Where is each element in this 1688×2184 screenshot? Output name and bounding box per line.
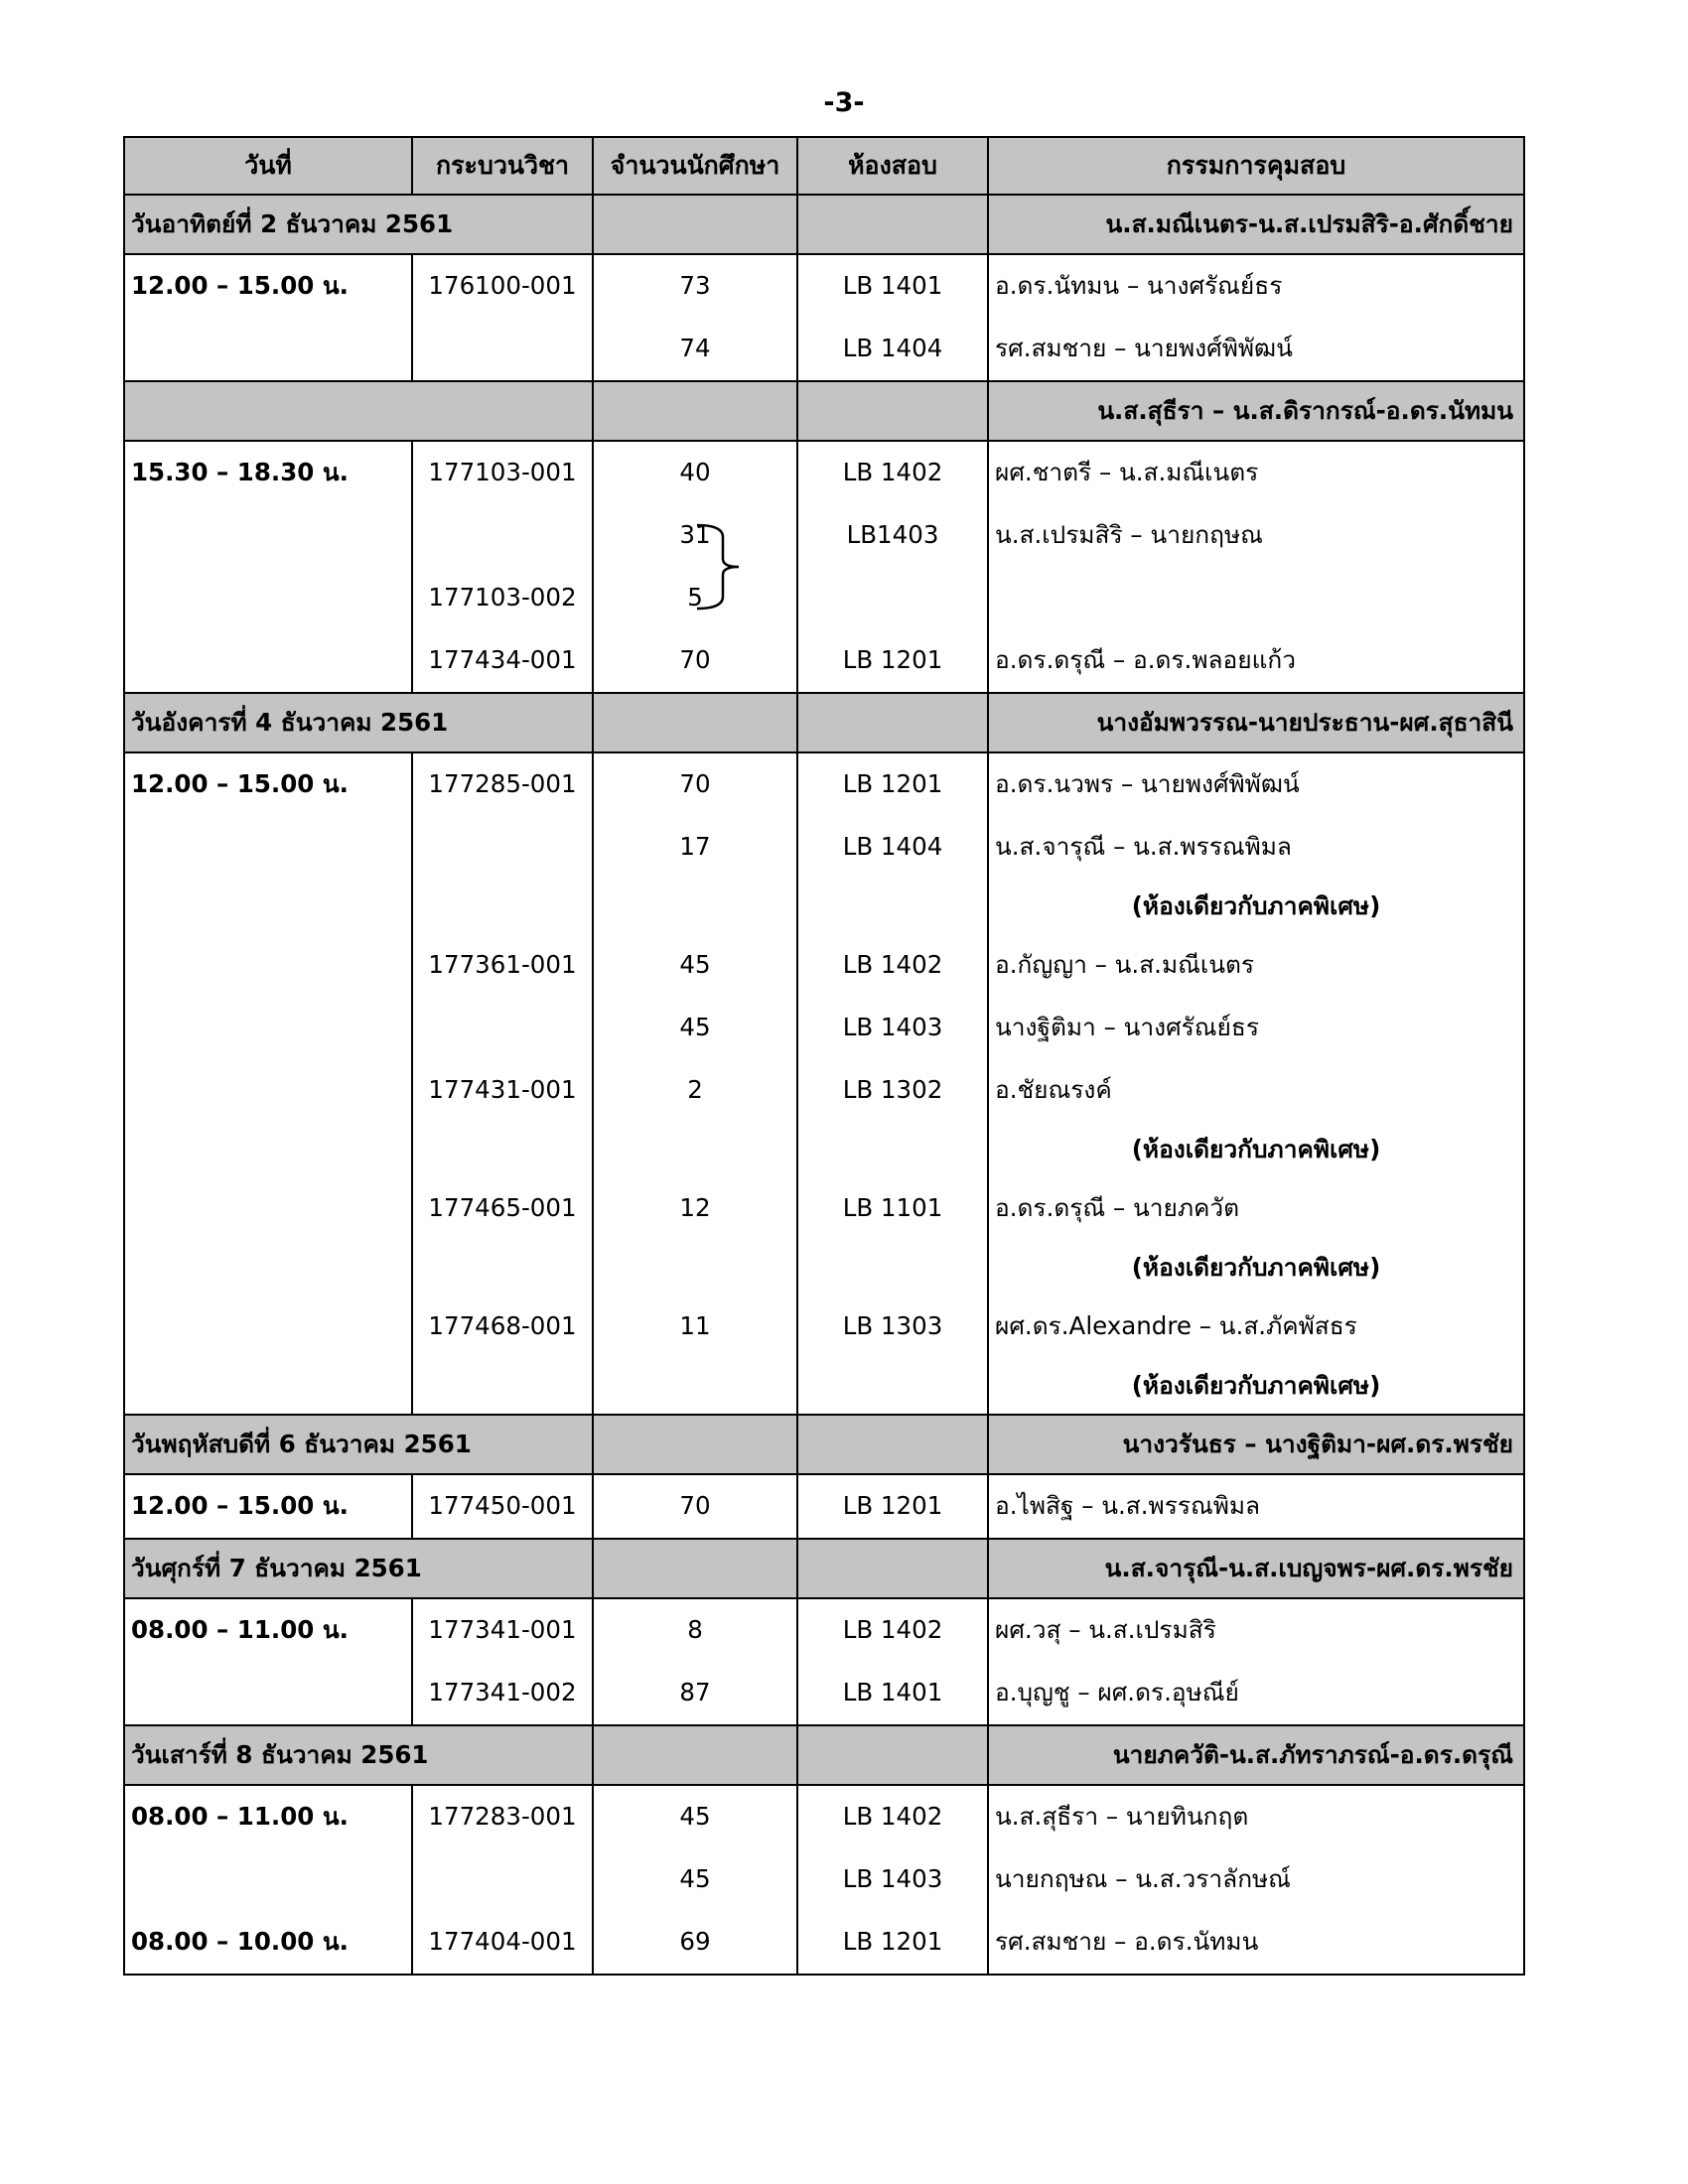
exam-room: LB 1401	[797, 1662, 988, 1725]
header-date: วันที่	[124, 137, 412, 195]
table-row	[124, 504, 1524, 567]
course-code	[412, 1122, 593, 1177]
table-row	[124, 1358, 1524, 1415]
exam-room: LB 1201	[797, 752, 988, 816]
table-row	[124, 1662, 1524, 1725]
table-row	[124, 1474, 1524, 1539]
day-title	[124, 381, 593, 441]
table-row	[124, 1177, 1524, 1240]
course-code: 177103-001	[412, 441, 593, 504]
day-title: วันอาทิตย์ที่ 2 ธันวาคม 2561	[124, 195, 593, 254]
exam-room: LB 1201	[797, 1911, 988, 1975]
day-committee: นายภควัติ-น.ส.ภัทราภรณ์-อ.ดร.ดรุณี	[988, 1725, 1524, 1785]
proctor-names: นายกฤษณ – น.ส.วราลักษณ์	[988, 1848, 1524, 1911]
day-header-row	[124, 381, 1524, 441]
room-note: (ห้องเดียวกับภาคพิเศษ)	[988, 1240, 1524, 1296]
exam-time: 15.30 – 18.30 น.	[124, 441, 412, 504]
student-count	[593, 1240, 797, 1296]
exam-time	[124, 816, 412, 879]
exam-room: LB 1403	[797, 997, 988, 1059]
student-count: 12	[593, 1177, 797, 1240]
exam-room: LB 1402	[797, 934, 988, 997]
student-count: 69	[593, 1911, 797, 1975]
table-row	[124, 879, 1524, 934]
course-code: 177103-002	[412, 567, 593, 629]
exam-room: LB 1101	[797, 1177, 988, 1240]
course-code: 177465-001	[412, 1177, 593, 1240]
course-code: 177341-002	[412, 1662, 593, 1725]
day-title: วันพฤหัสบดีที่ 6 ธันวาคม 2561	[124, 1415, 593, 1474]
course-code: 177404-001	[412, 1911, 593, 1975]
day-header-empty	[593, 1415, 797, 1474]
day-committee: น.ส.มณีเนตร-น.ส.เปรมสิริ-อ.ศักดิ์ชาย	[988, 195, 1524, 254]
proctor-names: ผศ.ดร.Alexandre – น.ส.ภัคพัสธร	[988, 1296, 1524, 1358]
day-title: วันอังคารที่ 4 ธันวาคม 2561	[124, 693, 593, 752]
proctor-names: ผศ.ชาตรี – น.ส.มณีเนตร	[988, 441, 1524, 504]
table-row	[124, 934, 1524, 997]
header-course: กระบวนวิชา	[412, 137, 593, 195]
day-header-empty	[593, 381, 797, 441]
student-count: 40	[593, 441, 797, 504]
exam-time	[124, 1848, 412, 1911]
proctor-names: นางฐิติมา – นางศรัณย์ธร	[988, 997, 1524, 1059]
day-title: วันเสาร์ที่ 8 ธันวาคม 2561	[124, 1725, 593, 1785]
proctor-names: รศ.สมชาย – นายพงศ์พิพัฒน์	[988, 318, 1524, 381]
exam-room: LB 1302	[797, 1059, 988, 1122]
exam-room: LB 1404	[797, 318, 988, 381]
course-code	[412, 1240, 593, 1296]
proctor-names: อ.ชัยณรงค์	[988, 1059, 1524, 1122]
student-count: 45	[593, 934, 797, 997]
course-code	[412, 879, 593, 934]
exam-time	[124, 1296, 412, 1358]
student-count: 45	[593, 997, 797, 1059]
student-count: 11	[593, 1296, 797, 1358]
student-count: 70	[593, 752, 797, 816]
table-row	[124, 254, 1524, 318]
exam-room	[797, 879, 988, 934]
brace-bracket-icon	[695, 521, 774, 613]
exam-time: 08.00 – 10.00 น.	[124, 1911, 412, 1975]
day-header-row	[124, 1725, 1524, 1785]
course-code: 177468-001	[412, 1296, 593, 1358]
table-row	[124, 1848, 1524, 1911]
student-count	[593, 879, 797, 934]
exam-schedule-table	[123, 136, 1525, 1976]
proctor-names: อ.ดร.ดรุณี – นายภควัต	[988, 1177, 1524, 1240]
student-count: 70	[593, 1474, 797, 1539]
table-row	[124, 1911, 1524, 1975]
student-count: 31	[593, 504, 797, 567]
exam-time	[124, 1059, 412, 1122]
course-code: 177431-001	[412, 1059, 593, 1122]
page-number: -3-	[823, 87, 865, 118]
exam-room: LB 1404	[797, 816, 988, 879]
student-count: 45	[593, 1785, 797, 1848]
exam-time	[124, 879, 412, 934]
day-header-empty	[593, 693, 797, 752]
exam-time	[124, 1358, 412, 1415]
table-row	[124, 1296, 1524, 1358]
exam-room: LB 1402	[797, 1598, 988, 1662]
table-row	[124, 567, 1524, 629]
student-count: 87	[593, 1662, 797, 1725]
exam-time	[124, 567, 412, 629]
proctor-names: น.ส.สุธีรา – นายทินกฤต	[988, 1785, 1524, 1848]
proctor-names: อ.ดร.นวพร – นายพงศ์พิพัฒน์	[988, 752, 1524, 816]
exam-room: LB 1402	[797, 441, 988, 504]
exam-room: LB 1201	[797, 629, 988, 693]
day-header-empty	[797, 195, 988, 254]
student-count	[593, 1358, 797, 1415]
course-code: 177341-001	[412, 1598, 593, 1662]
course-code	[412, 997, 593, 1059]
table-row	[124, 441, 1524, 504]
day-header-row	[124, 1539, 1524, 1598]
exam-time	[124, 1122, 412, 1177]
table-row	[124, 1598, 1524, 1662]
exam-time: 12.00 – 15.00 น.	[124, 254, 412, 318]
student-count: 8	[593, 1598, 797, 1662]
exam-time	[124, 504, 412, 567]
course-code: 177283-001	[412, 1785, 593, 1848]
exam-room: LB 1402	[797, 1785, 988, 1848]
exam-room	[797, 567, 988, 629]
table-row	[124, 318, 1524, 381]
student-count: 45	[593, 1848, 797, 1911]
day-header-empty	[797, 1539, 988, 1598]
room-note: (ห้องเดียวกับภาคพิเศษ)	[988, 1358, 1524, 1415]
room-note: (ห้องเดียวกับภาคพิเศษ)	[988, 1122, 1524, 1177]
exam-time	[124, 997, 412, 1059]
exam-time: 08.00 – 11.00 น.	[124, 1785, 412, 1848]
course-code	[412, 318, 593, 381]
student-count: 70	[593, 629, 797, 693]
student-count: 5	[593, 567, 797, 629]
exam-room	[797, 1358, 988, 1415]
table-row	[124, 629, 1524, 693]
proctor-names: อ.ดร.นัทมน – นางศรัณย์ธร	[988, 254, 1524, 318]
header-proctors: กรรมการคุมสอบ	[988, 137, 1524, 195]
exam-room: LB 1401	[797, 254, 988, 318]
day-header-row	[124, 693, 1524, 752]
course-code: 177434-001	[412, 629, 593, 693]
day-header-empty	[797, 693, 988, 752]
exam-time	[124, 1177, 412, 1240]
course-code	[412, 1848, 593, 1911]
student-count: 17	[593, 816, 797, 879]
table-row	[124, 1785, 1524, 1848]
course-code: 176100-001	[412, 254, 593, 318]
table-row	[124, 816, 1524, 879]
header-students: จำนวนนักศึกษา	[593, 137, 797, 195]
proctor-names: น.ส.เปรมสิริ – นายกฤษณ	[988, 504, 1524, 567]
day-header-empty	[797, 381, 988, 441]
day-header-empty	[797, 1415, 988, 1474]
proctor-names: อ.บุญชู – ผศ.ดร.อุษณีย์	[988, 1662, 1524, 1725]
course-code: 177361-001	[412, 934, 593, 997]
exam-room: LB 1201	[797, 1474, 988, 1539]
proctor-names: ผศ.วสุ – น.ส.เปรมสิริ	[988, 1598, 1524, 1662]
exam-room: LB1403	[797, 504, 988, 567]
course-code: 177450-001	[412, 1474, 593, 1539]
table-row	[124, 752, 1524, 816]
day-header-row	[124, 195, 1524, 254]
header-room: ห้องสอบ	[797, 137, 988, 195]
exam-time	[124, 934, 412, 997]
course-code	[412, 816, 593, 879]
exam-room: LB 1403	[797, 1848, 988, 1911]
exam-room	[797, 1240, 988, 1296]
day-header-empty	[593, 195, 797, 254]
header-row	[124, 137, 1524, 195]
table-row	[124, 1059, 1524, 1122]
day-header-empty	[797, 1725, 988, 1785]
student-count: 74	[593, 318, 797, 381]
exam-time	[124, 629, 412, 693]
course-code: 177285-001	[412, 752, 593, 816]
proctor-names: อ.ดร.ดรุณี – อ.ดร.พลอยแก้ว	[988, 629, 1524, 693]
exam-time	[124, 318, 412, 381]
student-count: 2	[593, 1059, 797, 1122]
exam-room: LB 1303	[797, 1296, 988, 1358]
day-committee: นางอัมพวรรณ-นายประธาน-ผศ.สุธาสินี	[988, 693, 1524, 752]
schedule-body	[124, 195, 1524, 1975]
day-committee: น.ส.จารุณี-น.ส.เบญจพร-ผศ.ดร.พรชัย	[988, 1539, 1524, 1598]
room-note: (ห้องเดียวกับภาคพิเศษ)	[988, 879, 1524, 934]
proctor-names: อ.กัญญา – น.ส.มณีเนตร	[988, 934, 1524, 997]
exam-time	[124, 1662, 412, 1725]
table-row	[124, 1122, 1524, 1177]
day-title: วันศุกร์ที่ 7 ธันวาคม 2561	[124, 1539, 593, 1598]
day-header-row	[124, 1415, 1524, 1474]
table-row	[124, 997, 1524, 1059]
proctor-names	[988, 567, 1524, 629]
student-count	[593, 1122, 797, 1177]
day-committee: นางวรันธร – นางฐิติมา-ผศ.ดร.พรชัย	[988, 1415, 1524, 1474]
exam-room	[797, 1122, 988, 1177]
day-committee: น.ส.สุธีรา – น.ส.ดิรากรณ์-อ.ดร.นัทมน	[988, 381, 1524, 441]
day-header-empty	[593, 1539, 797, 1598]
day-header-empty	[593, 1725, 797, 1785]
exam-time	[124, 1240, 412, 1296]
proctor-names: รศ.สมชาย – อ.ดร.นัทมน	[988, 1911, 1524, 1975]
table-row	[124, 1240, 1524, 1296]
proctor-names: อ.ไพสิฐ – น.ส.พรรณพิมล	[988, 1474, 1524, 1539]
proctor-names: น.ส.จารุณี – น.ส.พรรณพิมล	[988, 816, 1524, 879]
course-code	[412, 1358, 593, 1415]
student-count: 73	[593, 254, 797, 318]
course-code	[412, 504, 593, 567]
exam-time: 12.00 – 15.00 น.	[124, 1474, 412, 1539]
exam-time: 12.00 – 15.00 น.	[124, 752, 412, 816]
exam-time: 08.00 – 11.00 น.	[124, 1598, 412, 1662]
